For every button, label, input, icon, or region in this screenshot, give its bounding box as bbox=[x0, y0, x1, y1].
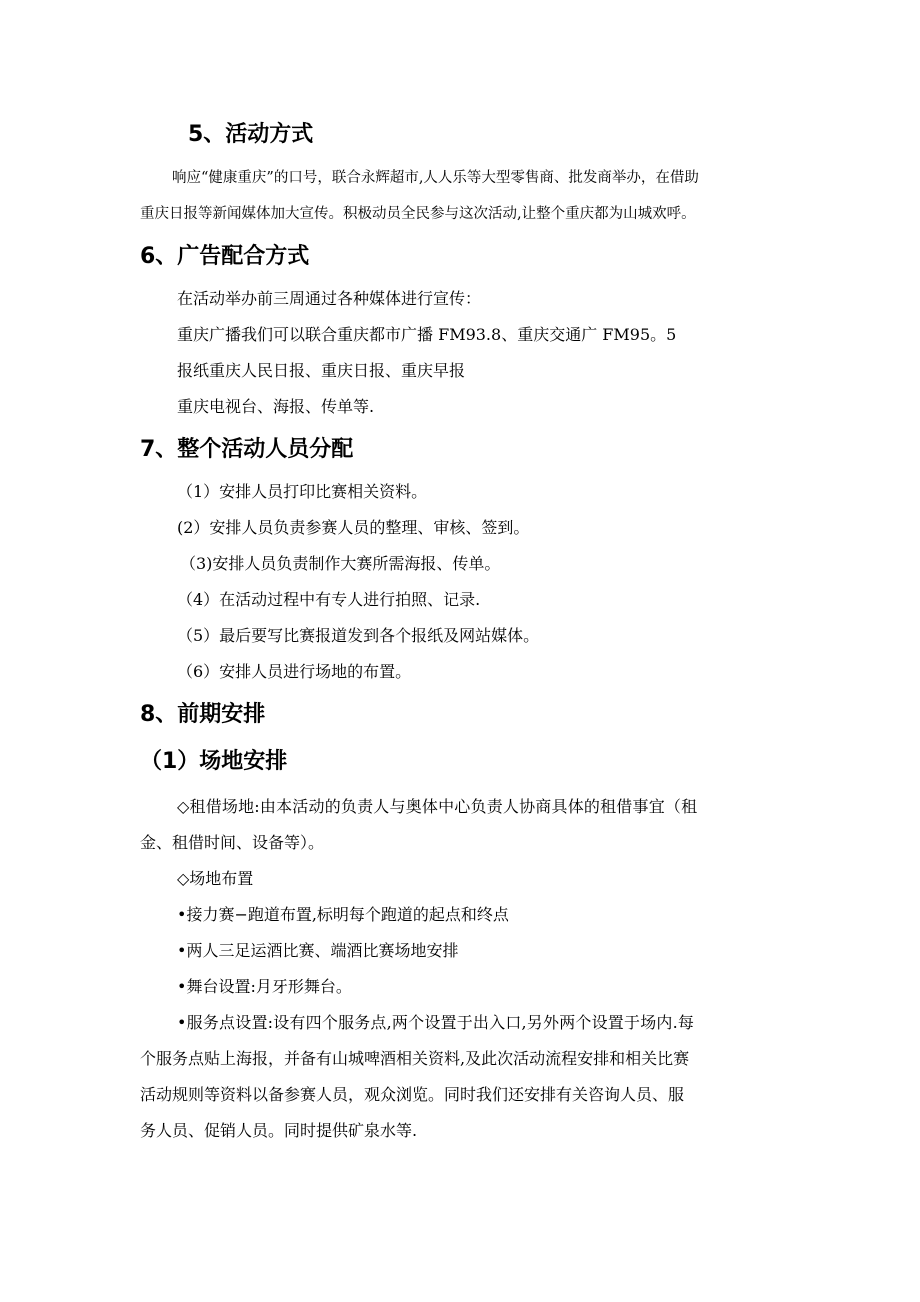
section-8-sub-heading: （1）场地安排 bbox=[140, 749, 288, 774]
layout-bullet-three-legged: •两人三足运酒比赛、端酒比赛场地安排 bbox=[177, 941, 459, 960]
section-5-line-1: 响应“健康重庆”的口号，联合永辉超市,人人乐等大型零售商、批发商举办，在借助 bbox=[172, 170, 699, 186]
rent-venue-line-1: ◇租借场地:由本活动的负责人与奥体中心负责人协商具体的租借事宜（租 bbox=[177, 797, 698, 816]
section-6-line-1: 在活动举办前三周通过各种媒体进行宣传： bbox=[177, 289, 482, 308]
section-5-line-2: 重庆日报等新闻媒体加大宣传。积极动员全民参与这次活动,让整个重庆都为山城欢呼。 bbox=[140, 206, 696, 222]
venue-layout-title: ◇场地布置 bbox=[177, 869, 254, 888]
layout-bullet-stage: •舞台设置:月牙形舞台。 bbox=[177, 977, 352, 996]
rent-venue-line-2: 金、租借时间、设备等）。 bbox=[140, 833, 325, 852]
service-point-line-3: 活动规则等资料以备参赛人员，观众浏览。同时我们还安排有关咨询人员、服 bbox=[140, 1085, 685, 1104]
layout-bullet-relay: •接力赛−跑道布置,标明每个跑道的起点和终点 bbox=[177, 905, 509, 924]
service-point-line-1: •服务点设置:设有四个服务点,两个设置于出入口,另外两个设置于场内.每 bbox=[177, 1013, 695, 1032]
service-point-line-2: 个服务点贴上海报，并备有山城啤酒相关资料,及此次活动流程安排和相关比赛 bbox=[140, 1049, 690, 1068]
section-7-item-6: （6）安排人员进行场地的布置。 bbox=[177, 662, 412, 681]
section-7-item-2: (2）安排人员负责参赛人员的整理、审核、签到。 bbox=[177, 518, 530, 537]
section-6-line-3: 报纸重庆人民日报、重庆日报、重庆早报 bbox=[177, 361, 466, 380]
section-7-item-5: （5）最后要写比赛报道发到各个报纸及网站媒体。 bbox=[177, 626, 540, 645]
section-8-heading: 8、前期安排 bbox=[140, 702, 266, 727]
section-5-heading: 5、活动方式 bbox=[188, 122, 314, 147]
section-6-line-2: 重庆广播我们可以联合重庆都市广播 FM93.8、重庆交通广 FM95。5 bbox=[177, 325, 677, 344]
section-7-item-4: （4）在活动过程中有专人进行拍照、记录. bbox=[177, 590, 481, 609]
section-7-item-3: （3)安排人员负责制作大赛所需海报、传单。 bbox=[180, 554, 501, 573]
section-6-heading: 6、广告配合方式 bbox=[140, 244, 310, 269]
section-7-heading: 7、整个活动人员分配 bbox=[140, 437, 354, 462]
service-point-line-4: 务人员、促销人员。同时提供矿泉水等. bbox=[140, 1121, 418, 1140]
section-7-item-1: （1）安排人员打印比赛相关资料。 bbox=[177, 482, 428, 501]
section-6-line-4: 重庆电视台、海报、传单等. bbox=[177, 397, 375, 416]
